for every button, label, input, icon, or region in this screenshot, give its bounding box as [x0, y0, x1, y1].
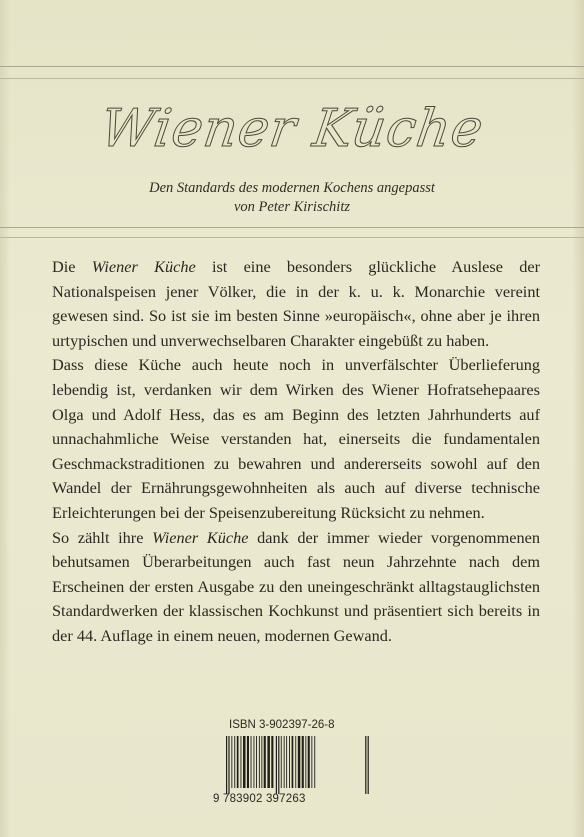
- barcode-bar: [298, 736, 301, 788]
- barcode-bar: [295, 736, 296, 788]
- barcode-digits: 9 783902 397263: [213, 793, 306, 805]
- barcode-bar: [228, 736, 229, 794]
- barcode-bar: [284, 736, 285, 788]
- blurb-paragraph-3: [52, 526, 540, 649]
- barcode-bar: [286, 736, 287, 788]
- barcode-bar: [281, 736, 282, 788]
- blurb-p1-title: Wiener Küche: [91, 257, 196, 276]
- subtitle-line-1: Den Standards des modernen Kochens angepasst: [149, 180, 435, 196]
- barcode-bar: [247, 736, 249, 788]
- blurb-p3-post: dank der immer wieder vorgenommenen behutsamen Überarbeitungen auch fast neun Jahrzehnte nach dem Erscheinen der ersten Ausgabe zu den uneingeschränkt alltagstauglichsten Standardwerken der klassischen Kochkunst und präsentiert sich bereits in der 44. Auflage in einem neuen, modernen Gewand.: [52, 527, 540, 645]
- barcode-bar: [243, 736, 246, 788]
- isbn-label: ISBN 3-902397-26-8: [229, 719, 335, 731]
- barcode-bar: [292, 736, 294, 788]
- subtitle-author: von Peter Kirischitz: [234, 199, 350, 215]
- barcode-bar: [365, 736, 366, 794]
- barcode-bar: [259, 736, 260, 788]
- barcode-bar: [289, 736, 290, 788]
- blurb-p1-post: ist eine besonders glückliche Auslese der Nationalspeisen jener Völker, die in der k. u. k. Monarchie vereint gewesen sind. So ist sie im besten Sinne »europäisch«, ohne aber je ihren urtypischen und unverwechselbaren Charakter eingebüßt zu haben.: [52, 257, 541, 350]
- blurb-paragraph-1: [52, 255, 540, 353]
- barcode-bar: [267, 736, 270, 788]
- barcode-bar: [308, 736, 310, 788]
- blurb-text: [52, 255, 540, 649]
- barcode-bar: [311, 736, 312, 788]
- barcode-bar: [302, 736, 304, 788]
- barcode-bar: [261, 736, 262, 788]
- barcode-bar: [264, 736, 266, 788]
- barcode-bar: [305, 736, 306, 788]
- barcode: [224, 736, 370, 794]
- barcode-bar: [271, 736, 273, 788]
- blurb-p3-pre: So zählt ihre: [52, 527, 153, 547]
- barcode-bar: [314, 736, 315, 788]
- barcode-bar: [231, 736, 232, 788]
- middle-rule-outer: [0, 227, 584, 228]
- blurb-p3-title: Wiener Küche: [152, 527, 249, 547]
- barcode-bar: [278, 736, 279, 794]
- barcode-bar: [251, 736, 252, 788]
- middle-rule-inner: [0, 237, 584, 238]
- barcode-bar: [237, 736, 239, 788]
- barcode-bar: [368, 736, 369, 794]
- barcode-bar: [276, 736, 277, 794]
- barcode-bar: [256, 736, 257, 788]
- top-rule-inner: [0, 78, 584, 79]
- title-block: [0, 86, 584, 172]
- barcode-bar: [241, 736, 242, 788]
- blurb-paragraph-2: Dass diese Küche auch heute noch in unverfälschter Überlieferung lebendig ist, verdanken wir dem Wirken des Wiener Hofratsehepaares Olga und Adolf Hess, das es am Beginn des letzten Jahrhunderts auf unnachahmliche Weise verstanden hat, einerseits die fundamentalen Geschmackstraditionen zu bewahren und andererseits sowohl auf den Wandel der Ernährungsgewohnheiten als auch auf diverse technische Erleichterungen bei der Speisenzubereitung Rücksicht zu nehmen.: [52, 355, 540, 522]
- barcode-bar: [234, 736, 235, 788]
- top-rule-outer: [0, 66, 584, 67]
- barcode-bar: [254, 736, 255, 788]
- blurb-p1-pre: Die: [52, 257, 92, 276]
- book-title: Wiener Küche: [96, 99, 488, 159]
- barcode-bar: [226, 736, 227, 794]
